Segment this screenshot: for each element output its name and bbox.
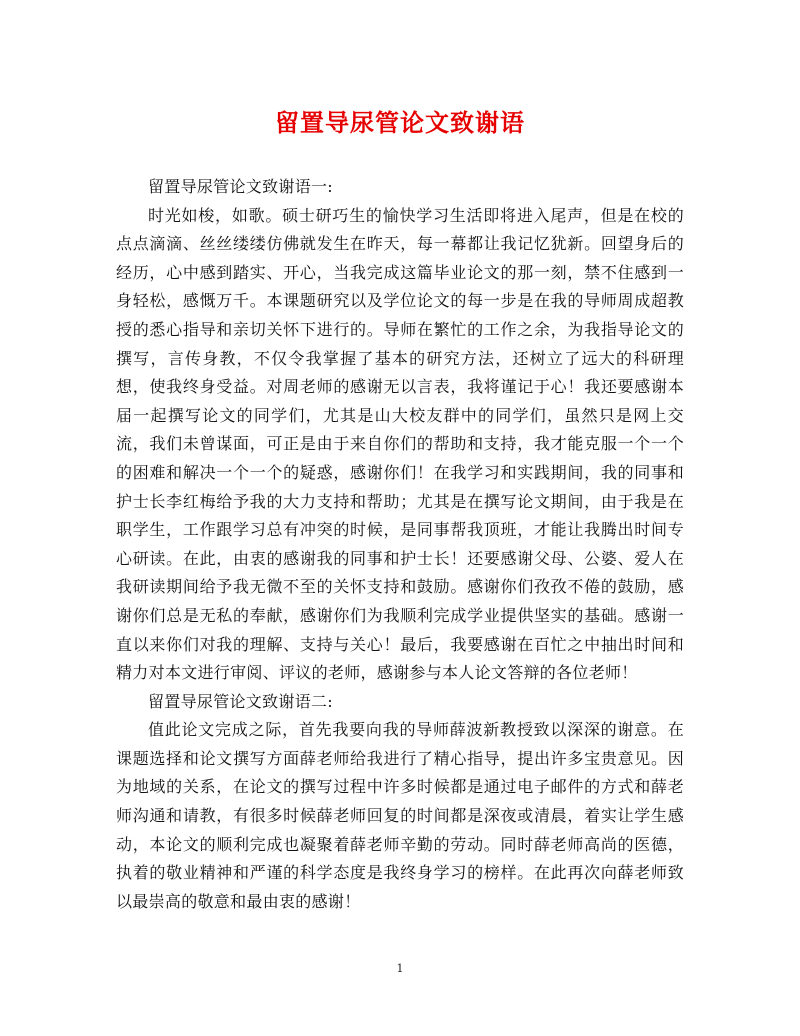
body-paragraph-1: 时光如梭，如歌。硕士研巧生的愉快学习生活即将进入尾声，但是在校的点点滴滴、丝丝缕缕仿佛就发生在昨天，每一幕都让我记忆犹新。回望身后的经历，心中感到踏实、开心，当我完成这篇毕业论文的那一刻，禁不住感到一身轻松，感慨万千。本课题研究以及学位论文的每一步是在我的导师周成超教授的悉心指导和亲切关怀下进行的。导师在繁忙的工作之余，为我指导论文的撰写，言传身教，不仅令我掌握了基本的研究方法，还树立了远大的科研理想，使我终身受益。对周老师的感谢无以言表，我将谨记于心！我还要感谢本届一起撰写论文的同学们，尤其是山大校友群中的同学们，虽然只是网上交流，我们未曾谋面，可正是由于来自你们的帮助和支持，我才能克服一个一个的困难和解决一个一个的疑惑，感谢你们！在我学习和实践期间，我的同事和护士长李红梅给予我的大力支持和帮助；尤其是在撰写论文期间，由于我是在职学生，工作跟学习总有冲突的时候，是同事帮我顶班，才能让我腾出时间专心研读。在此，由衷的感谢我的同事和护士长！还要感谢父母、公婆、爱人在我研读期间给予我无微不至的关怀支持和鼓励。感谢你们孜孜不倦的鼓励，感谢你们总是无私的奉献，感谢你们为我顺利完成学业提供坚实的基础。感谢一直以来你们对我的理解、支持与关心！最后，我要感谢在百忙之中抽出时间和精力对本文进行审阅、评议的老师，感谢参与本人论文答辩的各位老师！: [116, 205, 684, 683]
section-heading-2: 留置导尿管论文致谢语二:: [148, 691, 333, 711]
document-body: [116, 173, 684, 916]
document-title: 留置导尿管论文致谢语: [275, 108, 525, 137]
section-heading-1: 留置导尿管论文致谢语一:: [148, 177, 333, 196]
body-paragraph-2: 值此论文完成之际，首先我要向我的导师薛波新教授致以深深的谢意。在课题选择和论文撰写方面薛老师给我进行了精心指导，提出许多宝贵意见。因为地域的关系，在论文的撰写过程中许多时候都是通过电子邮件的方式和薛老师沟通和请教，有很多时候薛老师回复的时间都是深夜或清晨，着实让学生感动，本论文的顺利完成也凝聚着薛老师辛勤的劳动。同时薛老师高尚的医德，执着的敬业精神和严谨的科学态度是我终身学习的榜样。在此再次向薛老师致以最崇高的敬意和最由衷的感谢！: [116, 720, 684, 911]
page-number: 1: [396, 962, 404, 975]
